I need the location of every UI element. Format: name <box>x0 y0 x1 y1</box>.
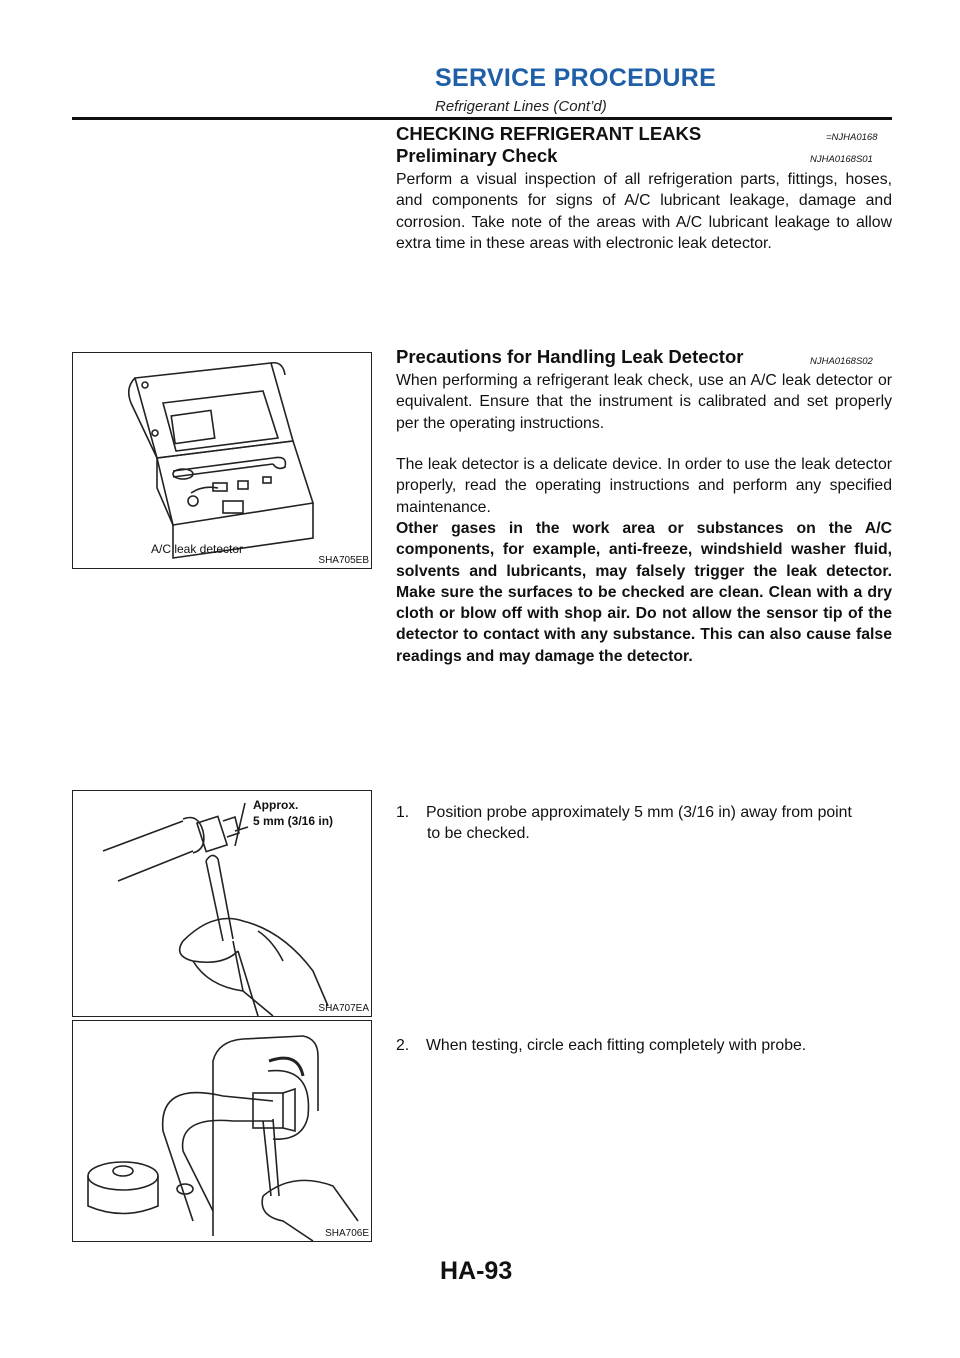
figure-leak-detector <box>72 352 372 569</box>
probe-position-illustration <box>73 791 371 1016</box>
precautions-text-2: The leak detector is a delicate device. In order to use the leak detector properly, read the operating instructions and perform any specified maintenance. <box>396 456 892 516</box>
section-code: =NJHA0168 <box>826 132 878 143</box>
precautions-heading: Precautions for Handling Leak Detector <box>396 346 744 367</box>
figure-caption: A/C leak detector <box>151 542 244 556</box>
step-1 <box>396 802 892 845</box>
circle-fitting-illustration <box>73 1021 371 1241</box>
figure-probe-position <box>72 790 372 1017</box>
step-number: 1. <box>396 804 410 821</box>
preliminary-heading: Preliminary Check <box>396 145 558 166</box>
header-title: SERVICE PROCEDURE <box>435 64 717 92</box>
figure-code: SHA706E <box>325 1228 369 1239</box>
step-text-cont: to be checked. <box>427 825 530 843</box>
precautions-text-1: When performing a refrigerant leak check, use an A/C leak detector or equivalent. Ensure that the instrument is calibrated and set properly per the operating instructions. <box>396 372 892 432</box>
precautions-code: NJHA0168S02 <box>810 356 873 367</box>
section-heading: CHECKING REFRIGERANT LEAKS <box>396 123 702 144</box>
figure-caption-line1: Approx. <box>253 798 299 812</box>
page-number: HA-93 <box>440 1257 513 1285</box>
header-rule <box>72 117 892 120</box>
step-text: When testing, circle each fitting completely with probe. <box>426 1037 807 1054</box>
header-subtitle: Refrigerant Lines (Cont’d) <box>435 98 607 115</box>
step-number: 2. <box>396 1037 410 1054</box>
preliminary-code: NJHA0168S01 <box>810 154 873 165</box>
precautions-warning: Other gases in the work area or substances on the A/C components, for example, anti-freeze, windshield washer fluid, solvents and lubricants, may falsely trigger the leak detector. Make sure the surfaces to be checked are clean. Clean with a dry cloth or blow off with shop air. Do not allow the sensor tip of the detector to contact with any substance. This can also cause false readings and may damage the detector. <box>396 520 892 665</box>
step-text: Position probe approximately 5 mm (3/16 in) away from point <box>426 804 852 821</box>
figure-circle-fitting <box>72 1020 372 1242</box>
leak-detector-illustration <box>73 353 371 568</box>
step-2 <box>396 1035 892 1056</box>
figure-code: SHA707EA <box>318 1003 369 1014</box>
figure-code: SHA705EB <box>318 555 369 566</box>
figure-caption-line2: 5 mm (3/16 in) <box>253 814 334 828</box>
preliminary-text: Perform a visual inspection of all refrigeration parts, fittings, hoses, and components for signs of A/C lubricant leakage, damage and corrosion. Take note of the areas with A/C lubricant leakage to allow extra time in these areas with electronic leak detector. <box>396 171 892 252</box>
